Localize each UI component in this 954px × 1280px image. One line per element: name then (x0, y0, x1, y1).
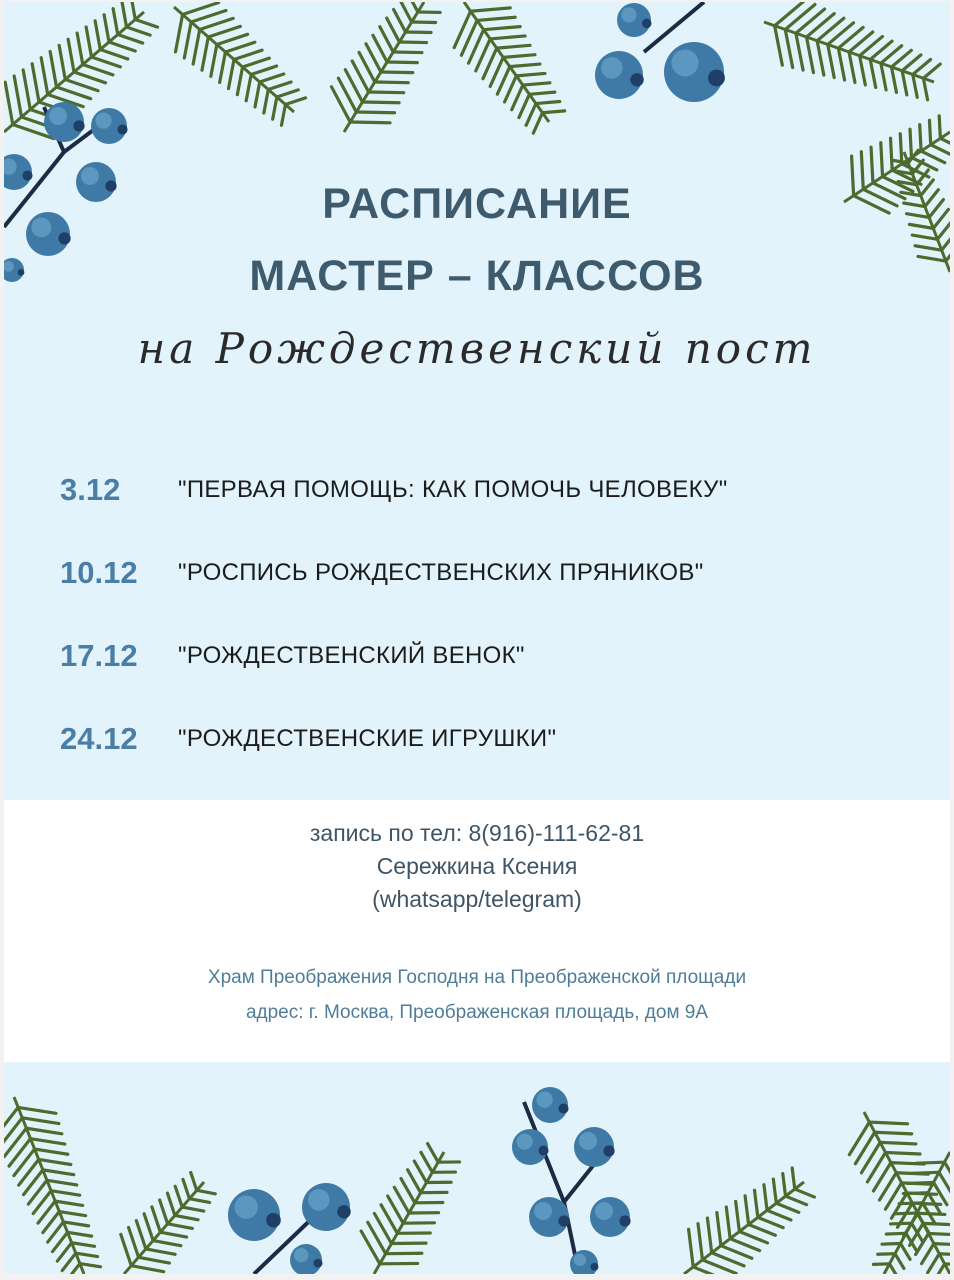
schedule-row (60, 553, 704, 593)
pine-branch-icon (454, 2, 564, 133)
blueberry-highlight (294, 1248, 308, 1262)
pine-branch-icon (764, 2, 940, 100)
contact-name: Сережкина Ксения (376, 853, 578, 879)
subtitle: на Рождественский пост (137, 324, 817, 373)
blueberry-crown (73, 120, 84, 131)
blueberry-highlight (235, 1196, 258, 1219)
blueberry-crown (591, 1263, 599, 1271)
schedule-date: 17.12 (60, 638, 138, 673)
blueberry-highlight (49, 107, 67, 125)
blueberry-crown (58, 232, 70, 244)
blueberry-highlight (595, 1202, 613, 1220)
schedule-event: "РОЖДЕСТВЕНСКИЙ ВЕНОК" (178, 642, 525, 669)
address: адрес: г. Москва, Преображенская площадь, дом 9А (245, 1002, 709, 1023)
phone-line: запись по тел: 8(916)-111-62-81 (309, 820, 645, 846)
blueberry-crown (619, 1215, 630, 1226)
blueberry-crown (642, 19, 652, 29)
berry-stem (524, 1102, 579, 1274)
blueberry-crown (708, 70, 725, 87)
blueberry-highlight (308, 1189, 330, 1211)
blueberry-crown (117, 125, 127, 135)
church-name: Храм Преображения Господня на Преображенской площади (207, 967, 747, 988)
title-line-2: МАСТЕР – КЛАССОВ (249, 252, 705, 300)
pine-branch-icon (121, 1173, 215, 1274)
pine-branch-icon (332, 2, 441, 132)
schedule-event: "ПЕРВАЯ ПОМОЩЬ: КАК ПОМОЧЬ ЧЕЛОВЕКУ" (178, 476, 728, 503)
schedule-row (60, 636, 525, 676)
blueberry-highlight (672, 50, 699, 77)
blueberry-highlight (574, 1254, 587, 1267)
schedule-event: "РОСПИСЬ РОЖДЕСТВЕНСКИХ ПРЯНИКОВ" (178, 559, 704, 586)
blueberry-crown (266, 1213, 281, 1228)
blueberry-highlight (517, 1134, 533, 1150)
schedule-row (60, 470, 728, 510)
blueberry-crown (314, 1259, 323, 1268)
blueberry-highlight (579, 1132, 597, 1150)
schedule-date: 10.12 (60, 555, 138, 590)
blueberry-highlight (537, 1092, 553, 1108)
messengers: (whatsapp/telegram) (372, 886, 582, 912)
schedule-date: 24.12 (60, 721, 138, 756)
blueberry-crown (558, 1215, 569, 1226)
blueberry-crown (538, 1146, 548, 1156)
pine-branch-icon (174, 3, 305, 126)
title-line-1: РАСПИСАНИЕ (322, 180, 632, 228)
schedule-row (60, 719, 556, 759)
location-info (4, 960, 950, 1030)
blueberry-crown (630, 73, 643, 86)
blueberry-highlight (534, 1202, 552, 1220)
pine-branch-icon (849, 1112, 950, 1274)
blueberry-crown (603, 1145, 614, 1156)
pine-branch-icon (361, 1144, 459, 1274)
blueberry-highlight (96, 113, 112, 129)
pine-branch-icon (684, 1168, 814, 1274)
blueberry-crown (558, 1104, 568, 1114)
schedule-date: 3.12 (60, 472, 121, 507)
poster (4, 2, 950, 1274)
contact-info (4, 817, 950, 916)
blueberry-highlight (601, 57, 623, 79)
pine-branch-icon (4, 1097, 101, 1274)
schedule-event: "РОЖДЕСТВЕНСКИЕ ИГРУШКИ" (178, 725, 557, 752)
blueberry-crown (337, 1205, 350, 1218)
blueberry-highlight (621, 7, 636, 22)
